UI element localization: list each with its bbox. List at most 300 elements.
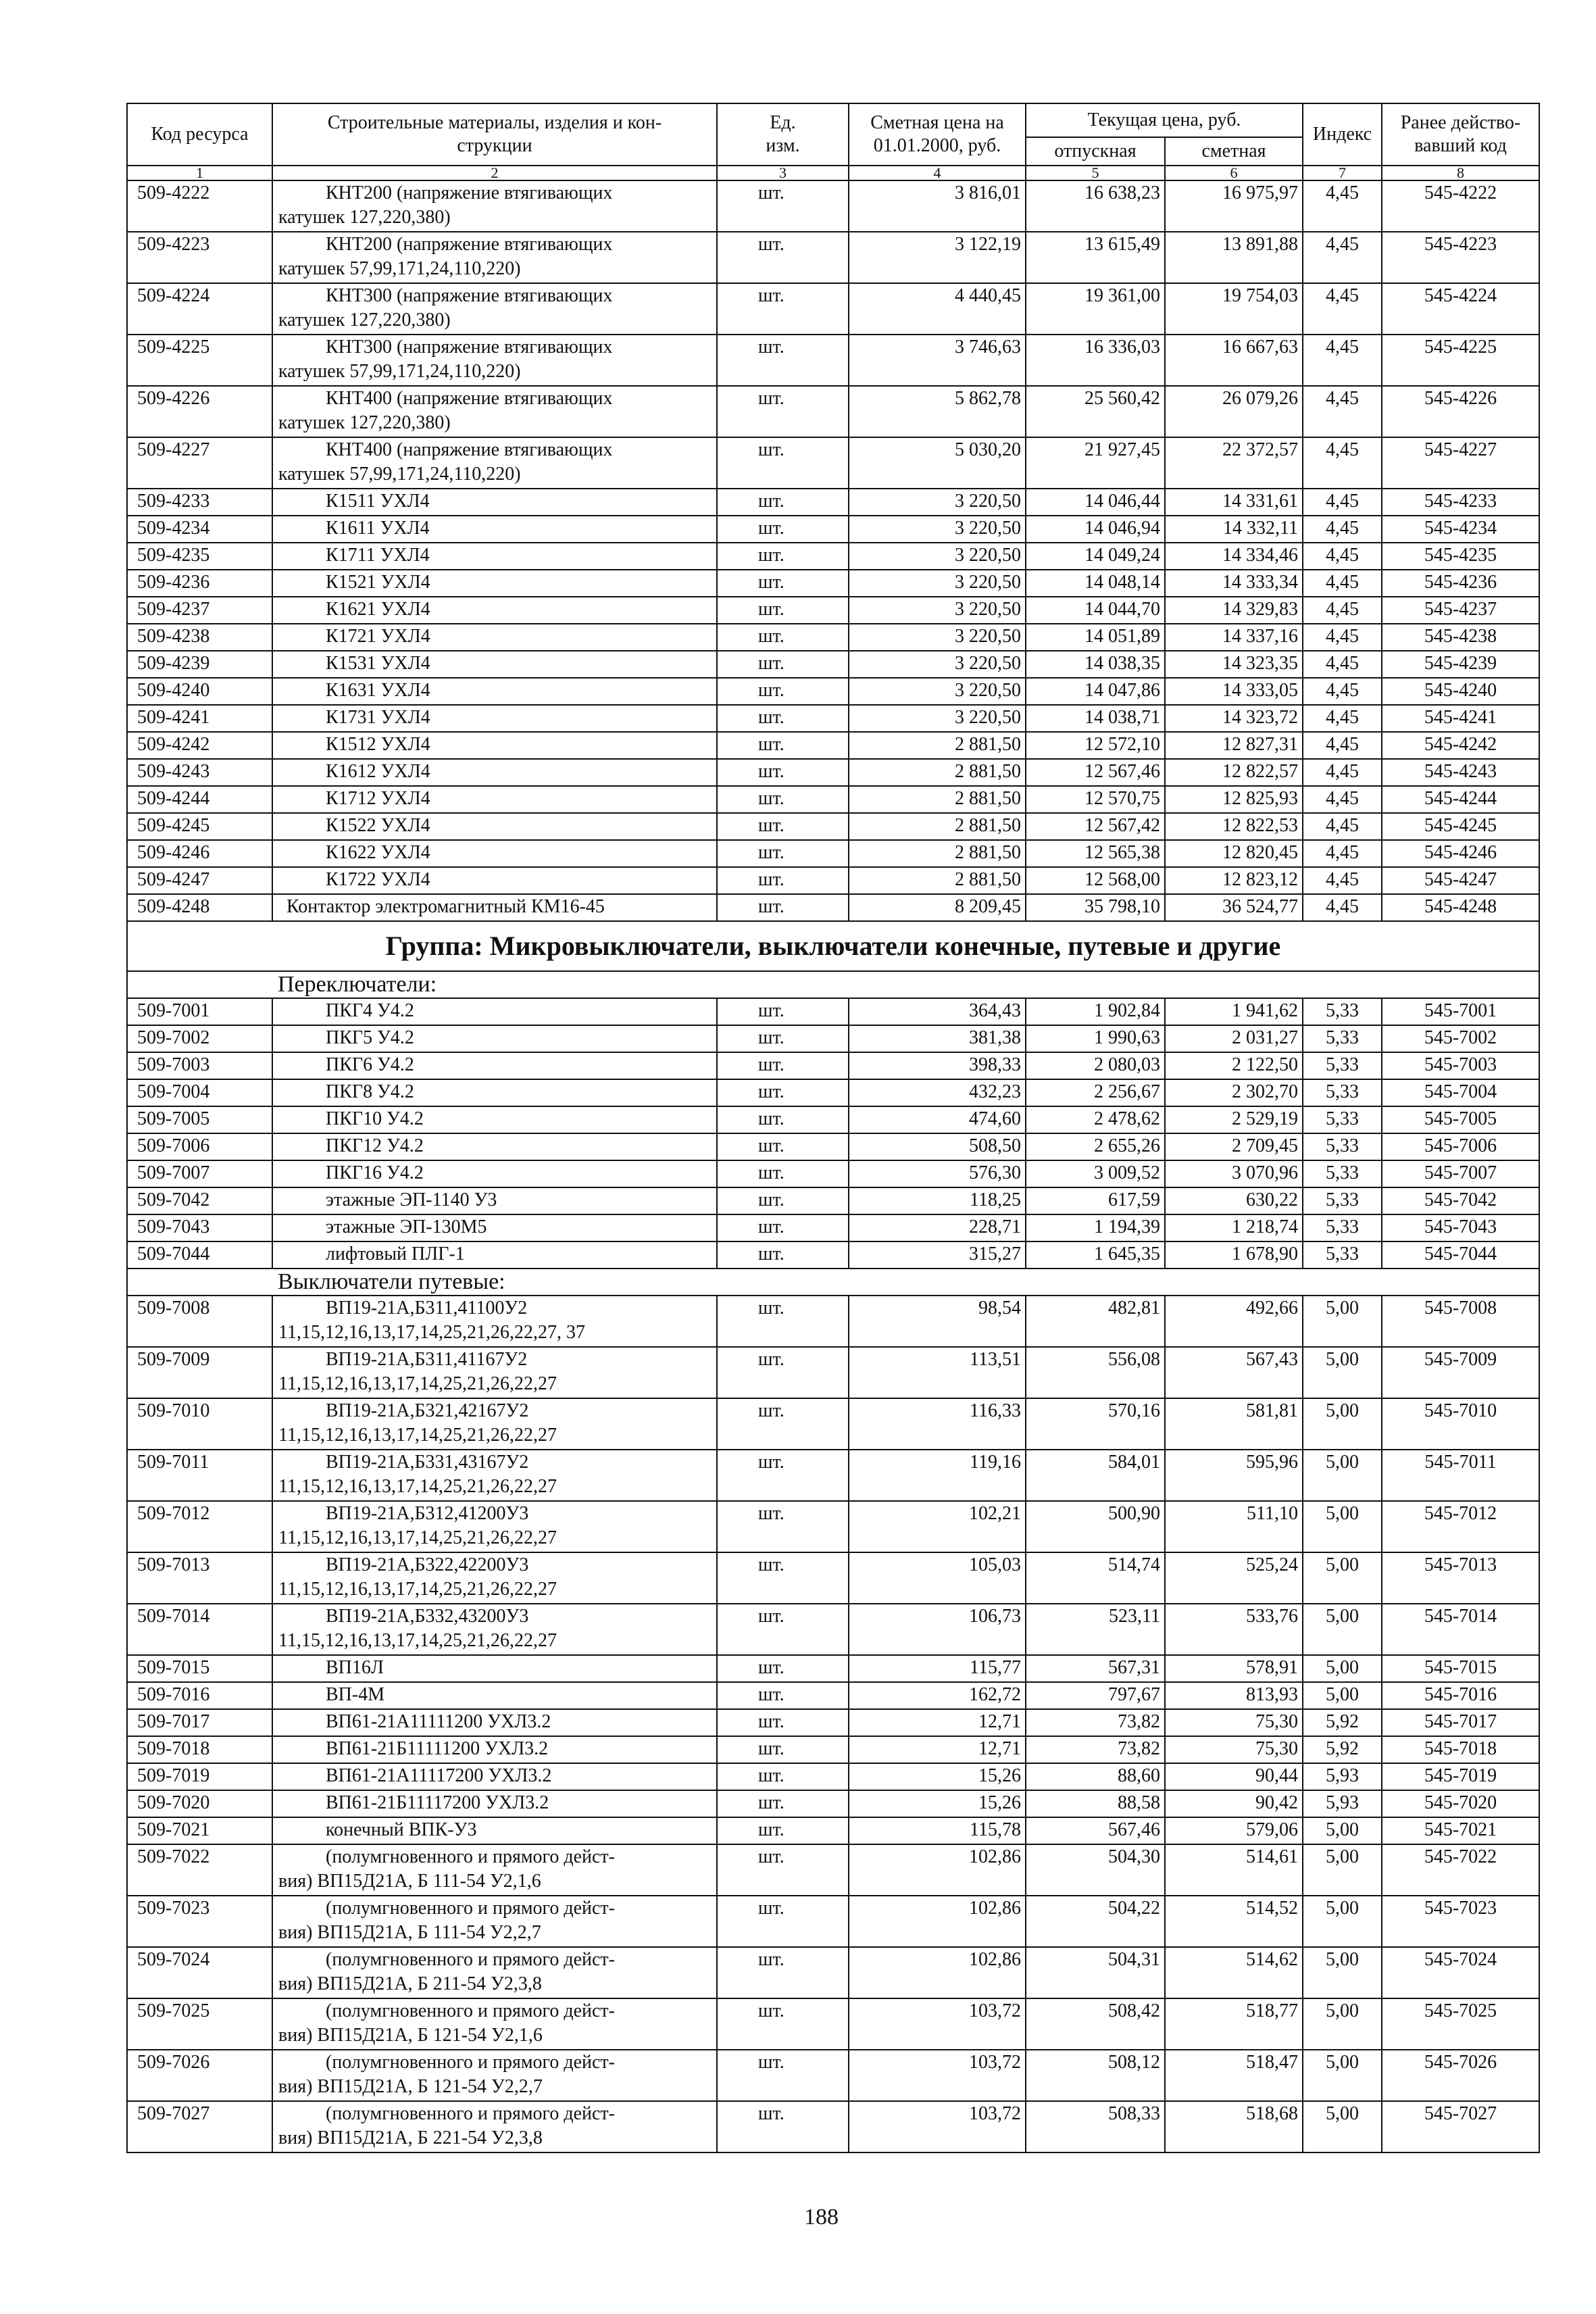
base-price: 3 220,50 bbox=[849, 705, 1026, 732]
previous-code: 545-4238 bbox=[1382, 624, 1539, 651]
description-line: К1611 УХЛ4 bbox=[326, 518, 430, 539]
table-row bbox=[127, 1106, 1539, 1133]
material-description bbox=[272, 1604, 717, 1655]
table-row bbox=[127, 1998, 1539, 2050]
description-line: К1522 УХЛ4 bbox=[326, 815, 430, 836]
unit: шт. bbox=[717, 570, 849, 597]
previous-code: 545-4246 bbox=[1382, 840, 1539, 867]
release-price: 508,12 bbox=[1026, 2050, 1165, 2101]
previous-code: 545-7015 bbox=[1382, 1655, 1539, 1682]
resource-code: 509-7010 bbox=[127, 1398, 272, 1450]
unit: шт. bbox=[717, 1450, 849, 1501]
table-body bbox=[127, 180, 1539, 2152]
table-row bbox=[127, 516, 1539, 543]
description-line: 11,15,12,16,13,17,14,25,21,26,22,27 bbox=[278, 1373, 557, 1394]
resource-code: 509-7011 bbox=[127, 1450, 272, 1501]
estimate-price: 36 524,77 bbox=[1165, 894, 1303, 921]
estimate-price: 75,30 bbox=[1165, 1709, 1303, 1736]
unit: шт. bbox=[717, 867, 849, 894]
table-row bbox=[127, 732, 1539, 759]
previous-code: 545-4224 bbox=[1382, 283, 1539, 335]
material-description bbox=[272, 732, 717, 759]
table-row bbox=[127, 1896, 1539, 1947]
description-line: 11,15,12,16,13,17,14,25,21,26,22,27 bbox=[278, 1527, 557, 1548]
description-line: ВП61-21А11117200 УХЛ3.2 bbox=[326, 1765, 552, 1786]
unit: шт. bbox=[717, 1896, 849, 1947]
material-description bbox=[272, 1241, 717, 1269]
resource-code: 509-7016 bbox=[127, 1682, 272, 1709]
estimate-price: 630,22 bbox=[1165, 1187, 1303, 1214]
unit: шт. bbox=[717, 597, 849, 624]
unit: шт. bbox=[717, 1398, 849, 1450]
price-index: 5,33 bbox=[1303, 1187, 1382, 1214]
unit: шт. bbox=[717, 335, 849, 386]
description-line: К1721 УХЛ4 bbox=[326, 626, 430, 647]
release-price: 508,42 bbox=[1026, 1998, 1165, 2050]
material-description bbox=[272, 543, 717, 570]
previous-code: 545-7023 bbox=[1382, 1896, 1539, 1947]
unit: шт. bbox=[717, 1079, 849, 1106]
base-price: 105,03 bbox=[849, 1552, 1026, 1604]
unit: шт. bbox=[717, 543, 849, 570]
previous-code: 545-7017 bbox=[1382, 1709, 1539, 1736]
base-price: 119,16 bbox=[849, 1450, 1026, 1501]
description-line: вия) ВП15Д21А, Б 121-54 У2,1,6 bbox=[278, 2025, 543, 2046]
header-unit-line1: Ед. bbox=[770, 112, 796, 133]
estimate-price: 533,76 bbox=[1165, 1604, 1303, 1655]
base-price: 102,86 bbox=[849, 1896, 1026, 1947]
subgroup-heading-row bbox=[127, 971, 1539, 998]
table-row bbox=[127, 1187, 1539, 1214]
material-description bbox=[272, 1106, 717, 1133]
release-price: 14 038,35 bbox=[1026, 651, 1165, 678]
column-number: 7 bbox=[1303, 166, 1382, 180]
description-line: КНТ200 (напряжение втягивающих bbox=[326, 234, 613, 255]
estimate-price: 75,30 bbox=[1165, 1736, 1303, 1763]
description-line: ВП19-21А,Б312,41200У3 bbox=[326, 1503, 529, 1524]
previous-code: 545-4222 bbox=[1382, 180, 1539, 232]
table-row bbox=[127, 597, 1539, 624]
estimate-price: 813,93 bbox=[1165, 1682, 1303, 1709]
material-description bbox=[272, 1187, 717, 1214]
release-price: 14 048,14 bbox=[1026, 570, 1165, 597]
base-price: 102,86 bbox=[849, 1844, 1026, 1896]
release-price: 3 009,52 bbox=[1026, 1160, 1165, 1187]
description-line: ПКГ12 У4.2 bbox=[326, 1135, 424, 1156]
material-description bbox=[272, 678, 717, 705]
release-price: 584,01 bbox=[1026, 1450, 1165, 1501]
previous-code: 545-7011 bbox=[1382, 1450, 1539, 1501]
release-price: 2 256,67 bbox=[1026, 1079, 1165, 1106]
unit: шт. bbox=[717, 1501, 849, 1552]
description-line: вия) ВП15Д21А, Б 221-54 У2,3,8 bbox=[278, 2127, 543, 2148]
subgroup-heading-row bbox=[127, 1269, 1539, 1296]
estimate-price: 581,81 bbox=[1165, 1398, 1303, 1450]
description-line: катушек 57,99,171,24,110,220) bbox=[278, 464, 521, 485]
base-price: 103,72 bbox=[849, 1998, 1026, 2050]
price-index: 4,45 bbox=[1303, 732, 1382, 759]
estimate-price: 14 332,11 bbox=[1165, 516, 1303, 543]
release-price: 14 046,44 bbox=[1026, 489, 1165, 516]
unit: шт. bbox=[717, 1604, 849, 1655]
estimate-price: 16 975,97 bbox=[1165, 180, 1303, 232]
description-line: этажные ЭП-130М5 bbox=[326, 1216, 487, 1237]
price-index: 4,45 bbox=[1303, 867, 1382, 894]
unit: шт. bbox=[717, 1763, 849, 1790]
table-row bbox=[127, 1790, 1539, 1817]
estimate-price: 514,62 bbox=[1165, 1947, 1303, 1998]
release-price: 2 655,26 bbox=[1026, 1133, 1165, 1160]
price-table bbox=[126, 103, 1540, 2153]
material-description bbox=[272, 489, 717, 516]
description-line: катушек 57,99,171,24,110,220) bbox=[278, 258, 521, 279]
base-price: 12,71 bbox=[849, 1736, 1026, 1763]
table-row bbox=[127, 232, 1539, 283]
table-row bbox=[127, 1604, 1539, 1655]
price-index: 5,00 bbox=[1303, 1947, 1382, 1998]
description-line: К1631 УХЛ4 bbox=[326, 680, 430, 701]
unit: шт. bbox=[717, 437, 849, 489]
description-line: К1712 УХЛ4 bbox=[326, 788, 430, 809]
previous-code: 545-7021 bbox=[1382, 1817, 1539, 1844]
description-line: ВП19-21А,Б332,43200У3 bbox=[326, 1606, 529, 1627]
unit: шт. bbox=[717, 1709, 849, 1736]
description-line: ВП61-21А11111200 УХЛ3.2 bbox=[326, 1711, 551, 1732]
price-index: 5,00 bbox=[1303, 2050, 1382, 2101]
unit: шт. bbox=[717, 2050, 849, 2101]
release-price: 1 990,63 bbox=[1026, 1025, 1165, 1052]
base-price: 3 220,50 bbox=[849, 597, 1026, 624]
estimate-price: 525,24 bbox=[1165, 1552, 1303, 1604]
release-price: 504,31 bbox=[1026, 1947, 1165, 1998]
estimate-price: 14 331,61 bbox=[1165, 489, 1303, 516]
header-base-price bbox=[849, 103, 1026, 166]
price-index: 5,00 bbox=[1303, 1655, 1382, 1682]
previous-code: 545-7018 bbox=[1382, 1736, 1539, 1763]
material-description bbox=[272, 840, 717, 867]
unit: шт. bbox=[717, 1736, 849, 1763]
estimate-price: 26 079,26 bbox=[1165, 386, 1303, 437]
column-number: 4 bbox=[849, 166, 1026, 180]
resource-code: 509-7026 bbox=[127, 2050, 272, 2101]
estimate-price: 3 070,96 bbox=[1165, 1160, 1303, 1187]
resource-code: 509-7009 bbox=[127, 1347, 272, 1398]
release-price: 567,46 bbox=[1026, 1817, 1165, 1844]
table-row bbox=[127, 1160, 1539, 1187]
unit: шт. bbox=[717, 1682, 849, 1709]
description-line: катушек 127,220,380) bbox=[278, 207, 451, 228]
previous-code: 545-4245 bbox=[1382, 813, 1539, 840]
resource-code: 509-4245 bbox=[127, 813, 272, 840]
price-index: 5,00 bbox=[1303, 1682, 1382, 1709]
material-description bbox=[272, 1709, 717, 1736]
previous-code: 545-4240 bbox=[1382, 678, 1539, 705]
unit: шт. bbox=[717, 624, 849, 651]
previous-code: 545-4227 bbox=[1382, 437, 1539, 489]
material-description bbox=[272, 1052, 717, 1079]
price-index: 5,33 bbox=[1303, 998, 1382, 1025]
resource-code: 509-4233 bbox=[127, 489, 272, 516]
resource-code: 509-7012 bbox=[127, 1501, 272, 1552]
price-index: 5,33 bbox=[1303, 1160, 1382, 1187]
resource-code: 509-7014 bbox=[127, 1604, 272, 1655]
unit: шт. bbox=[717, 232, 849, 283]
release-price: 35 798,10 bbox=[1026, 894, 1165, 921]
base-price: 115,78 bbox=[849, 1817, 1026, 1844]
resource-code: 509-4246 bbox=[127, 840, 272, 867]
base-price: 115,77 bbox=[849, 1655, 1026, 1682]
table-row bbox=[127, 180, 1539, 232]
material-description bbox=[272, 1790, 717, 1817]
unit: шт. bbox=[717, 1347, 849, 1398]
estimate-price: 518,47 bbox=[1165, 2050, 1303, 2101]
unit: шт. bbox=[717, 840, 849, 867]
previous-code: 545-4237 bbox=[1382, 597, 1539, 624]
estimate-price: 14 337,16 bbox=[1165, 624, 1303, 651]
estimate-price: 2 709,45 bbox=[1165, 1133, 1303, 1160]
material-description bbox=[272, 759, 717, 786]
description-line: катушек 127,220,380) bbox=[278, 412, 451, 433]
resource-code: 509-7044 bbox=[127, 1241, 272, 1269]
table-row bbox=[127, 867, 1539, 894]
base-price: 3 122,19 bbox=[849, 232, 1026, 283]
price-index: 4,45 bbox=[1303, 232, 1382, 283]
price-index: 5,00 bbox=[1303, 1501, 1382, 1552]
table-row bbox=[127, 651, 1539, 678]
price-index: 5,00 bbox=[1303, 1296, 1382, 1347]
material-description bbox=[272, 1682, 717, 1709]
table-row bbox=[127, 1763, 1539, 1790]
release-price: 2 478,62 bbox=[1026, 1106, 1165, 1133]
release-price: 556,08 bbox=[1026, 1347, 1165, 1398]
price-index: 4,45 bbox=[1303, 651, 1382, 678]
price-index: 4,45 bbox=[1303, 813, 1382, 840]
description-line: К1511 УХЛ4 bbox=[326, 491, 430, 512]
release-price: 567,31 bbox=[1026, 1655, 1165, 1682]
material-description bbox=[272, 894, 717, 921]
resource-code: 509-7043 bbox=[127, 1214, 272, 1241]
table-row bbox=[127, 386, 1539, 437]
resource-code: 509-7001 bbox=[127, 998, 272, 1025]
table-row bbox=[127, 335, 1539, 386]
previous-code: 545-4241 bbox=[1382, 705, 1539, 732]
description-line: (полумгновенного и прямого дейст- bbox=[326, 1846, 615, 1867]
table-row bbox=[127, 840, 1539, 867]
material-description bbox=[272, 597, 717, 624]
group-heading: Группа: Микровыключатели, выключатели конечные, путевые и другие bbox=[127, 921, 1539, 971]
base-price: 474,60 bbox=[849, 1106, 1026, 1133]
base-price: 2 881,50 bbox=[849, 759, 1026, 786]
previous-code: 545-7022 bbox=[1382, 1844, 1539, 1896]
unit: шт. bbox=[717, 1655, 849, 1682]
estimate-price: 14 323,72 bbox=[1165, 705, 1303, 732]
previous-code: 545-7007 bbox=[1382, 1160, 1539, 1187]
estimate-price: 13 891,88 bbox=[1165, 232, 1303, 283]
unit: шт. bbox=[717, 283, 849, 335]
unit: шт. bbox=[717, 651, 849, 678]
previous-code: 545-4223 bbox=[1382, 232, 1539, 283]
unit: шт. bbox=[717, 1214, 849, 1241]
resource-code: 509-4225 bbox=[127, 335, 272, 386]
description-line: ПКГ10 У4.2 bbox=[326, 1108, 424, 1129]
description-line: К1731 УХЛ4 bbox=[326, 707, 430, 728]
price-index: 4,45 bbox=[1303, 283, 1382, 335]
table-header bbox=[127, 103, 1539, 180]
header-materials-line1: Строительные материалы, изделия и кон- bbox=[327, 112, 662, 133]
table-row bbox=[127, 1817, 1539, 1844]
material-description bbox=[272, 624, 717, 651]
material-description bbox=[272, 1844, 717, 1896]
unit: шт. bbox=[717, 759, 849, 786]
release-price: 12 565,38 bbox=[1026, 840, 1165, 867]
description-line: КНТ300 (напряжение втягивающих bbox=[326, 337, 613, 358]
description-line: К1722 УХЛ4 bbox=[326, 869, 430, 890]
previous-code: 545-7026 bbox=[1382, 2050, 1539, 2101]
material-description bbox=[272, 283, 717, 335]
material-description bbox=[272, 1079, 717, 1106]
description-line: (полумгновенного и прямого дейст- bbox=[326, 2052, 615, 2073]
base-price: 3 220,50 bbox=[849, 489, 1026, 516]
release-price: 504,22 bbox=[1026, 1896, 1165, 1947]
table-row bbox=[127, 1214, 1539, 1241]
previous-code: 545-4242 bbox=[1382, 732, 1539, 759]
price-index: 5,33 bbox=[1303, 1214, 1382, 1241]
base-price: 228,71 bbox=[849, 1214, 1026, 1241]
material-description bbox=[272, 705, 717, 732]
description-line: (полумгновенного и прямого дейст- bbox=[326, 1898, 615, 1919]
release-price: 12 568,00 bbox=[1026, 867, 1165, 894]
unit: шт. bbox=[717, 180, 849, 232]
material-description bbox=[272, 2101, 717, 2152]
release-price: 1 194,39 bbox=[1026, 1214, 1165, 1241]
column-number: 3 bbox=[717, 166, 849, 180]
estimate-price: 90,42 bbox=[1165, 1790, 1303, 1817]
base-price: 116,33 bbox=[849, 1398, 1026, 1450]
description-line: (полумгновенного и прямого дейст- bbox=[326, 2000, 615, 2021]
resource-code: 509-7025 bbox=[127, 1998, 272, 2050]
previous-code: 545-7027 bbox=[1382, 2101, 1539, 2152]
table-row bbox=[127, 624, 1539, 651]
release-price: 514,74 bbox=[1026, 1552, 1165, 1604]
estimate-price: 14 329,83 bbox=[1165, 597, 1303, 624]
release-price: 508,33 bbox=[1026, 2101, 1165, 2152]
unit: шт. bbox=[717, 1052, 849, 1079]
table-row bbox=[127, 705, 1539, 732]
estimate-price: 12 820,45 bbox=[1165, 840, 1303, 867]
price-index: 5,00 bbox=[1303, 1817, 1382, 1844]
header-old-code-line2: вавший код bbox=[1414, 135, 1507, 156]
base-price: 576,30 bbox=[849, 1160, 1026, 1187]
base-price: 4 440,45 bbox=[849, 283, 1026, 335]
base-price: 508,50 bbox=[849, 1133, 1026, 1160]
estimate-price: 14 333,05 bbox=[1165, 678, 1303, 705]
resource-code: 509-4223 bbox=[127, 232, 272, 283]
previous-code: 545-4226 bbox=[1382, 386, 1539, 437]
previous-code: 545-4248 bbox=[1382, 894, 1539, 921]
base-price: 103,72 bbox=[849, 2050, 1026, 2101]
table-row bbox=[127, 998, 1539, 1025]
description-line: К1512 УХЛ4 bbox=[326, 734, 430, 755]
price-index: 5,33 bbox=[1303, 1079, 1382, 1106]
header-materials-line2: струкции bbox=[457, 135, 532, 156]
resource-code: 509-7017 bbox=[127, 1709, 272, 1736]
unit: шт. bbox=[717, 1106, 849, 1133]
price-index: 5,33 bbox=[1303, 1106, 1382, 1133]
previous-code: 545-7002 bbox=[1382, 1025, 1539, 1052]
group-heading-row bbox=[127, 921, 1539, 971]
unit: шт. bbox=[717, 786, 849, 813]
description-line: 11,15,12,16,13,17,14,25,21,26,22,27 bbox=[278, 1476, 557, 1497]
description-line: ПКГ4 У4.2 bbox=[326, 1000, 414, 1021]
subgroup-heading: Переключатели: bbox=[127, 971, 1539, 998]
base-price: 5 862,78 bbox=[849, 386, 1026, 437]
table-row bbox=[127, 1709, 1539, 1736]
description-line: Контактор электромагнитный КМ16-45 bbox=[286, 896, 605, 917]
description-line: 11,15,12,16,13,17,14,25,21,26,22,27 bbox=[278, 1425, 557, 1446]
release-price: 504,30 bbox=[1026, 1844, 1165, 1896]
table-row bbox=[127, 759, 1539, 786]
description-line: конечный ВПК-У3 bbox=[326, 1819, 477, 1840]
table-row bbox=[127, 1347, 1539, 1398]
description-line: катушек 127,220,380) bbox=[278, 310, 451, 330]
previous-code: 545-7004 bbox=[1382, 1079, 1539, 1106]
header-release-price: отпускная bbox=[1026, 137, 1165, 166]
base-price: 3 220,50 bbox=[849, 543, 1026, 570]
base-price: 118,25 bbox=[849, 1187, 1026, 1214]
resource-code: 509-7007 bbox=[127, 1160, 272, 1187]
material-description bbox=[272, 1398, 717, 1450]
base-price: 381,38 bbox=[849, 1025, 1026, 1052]
table-row bbox=[127, 1844, 1539, 1896]
release-price: 12 567,46 bbox=[1026, 759, 1165, 786]
price-index: 5,33 bbox=[1303, 1133, 1382, 1160]
header-index: Индекс bbox=[1303, 103, 1382, 166]
material-description bbox=[272, 867, 717, 894]
description-line: ВП19-21А,Б321,42167У2 bbox=[326, 1400, 529, 1421]
release-price: 73,82 bbox=[1026, 1709, 1165, 1736]
base-price: 3 746,63 bbox=[849, 335, 1026, 386]
release-price: 2 080,03 bbox=[1026, 1052, 1165, 1079]
resource-code: 509-4222 bbox=[127, 180, 272, 232]
previous-code: 545-7043 bbox=[1382, 1214, 1539, 1241]
column-number: 6 bbox=[1165, 166, 1303, 180]
material-description bbox=[272, 1025, 717, 1052]
estimate-price: 2 302,70 bbox=[1165, 1079, 1303, 1106]
previous-code: 545-7003 bbox=[1382, 1052, 1539, 1079]
previous-code: 545-4236 bbox=[1382, 570, 1539, 597]
material-description bbox=[272, 1763, 717, 1790]
material-description bbox=[272, 386, 717, 437]
header-base-price-line1: Сметная цена на bbox=[870, 112, 1004, 133]
price-index: 4,45 bbox=[1303, 437, 1382, 489]
estimate-price: 514,52 bbox=[1165, 1896, 1303, 1947]
estimate-price: 2 122,50 bbox=[1165, 1052, 1303, 1079]
description-line: К1612 УХЛ4 bbox=[326, 761, 430, 782]
estimate-price: 22 372,57 bbox=[1165, 437, 1303, 489]
price-index: 5,93 bbox=[1303, 1763, 1382, 1790]
base-price: 3 816,01 bbox=[849, 180, 1026, 232]
resource-code: 509-4238 bbox=[127, 624, 272, 651]
description-line: КНТ400 (напряжение втягивающих bbox=[326, 439, 613, 460]
description-line: катушек 57,99,171,24,110,220) bbox=[278, 361, 521, 382]
estimate-price: 90,44 bbox=[1165, 1763, 1303, 1790]
estimate-price: 567,43 bbox=[1165, 1347, 1303, 1398]
price-index: 4,45 bbox=[1303, 570, 1382, 597]
material-description bbox=[272, 1296, 717, 1347]
unit: шт. bbox=[717, 489, 849, 516]
table-row bbox=[127, 1655, 1539, 1682]
material-description bbox=[272, 786, 717, 813]
